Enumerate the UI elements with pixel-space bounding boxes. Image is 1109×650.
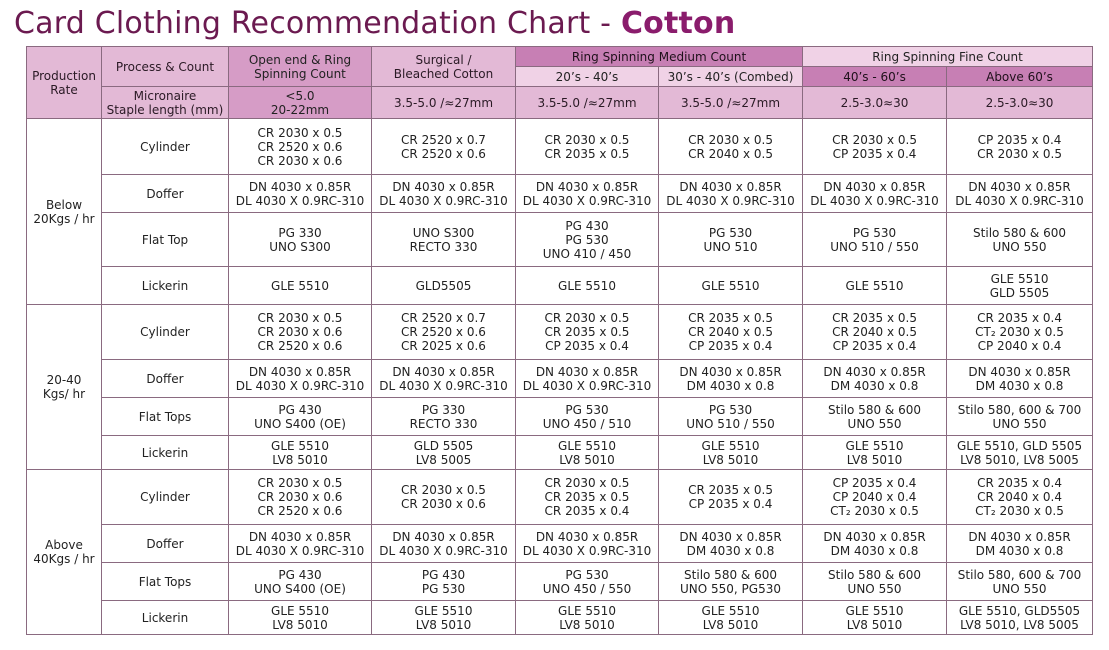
- table-row: [27, 305, 1093, 360]
- micronaire-value-fine-40-60: 2.5-3.0≈30: [803, 87, 947, 119]
- recommendation-cell: [659, 175, 803, 213]
- recommendation-cell: [659, 305, 803, 360]
- recommendation-line: GLE 5510: [701, 438, 760, 453]
- recommendation-line: DN 4030 x 0.85R: [679, 529, 782, 544]
- recommendation-line: GLE 5510: [701, 603, 760, 618]
- recommendation-cell: [516, 601, 659, 635]
- recommendation-line: PG 430: [278, 567, 322, 582]
- header-medium-20-40: 20’s - 40’s: [516, 67, 659, 87]
- recommendation-line: GLE 5510: [271, 603, 329, 618]
- recommendation-line: RECTO 330: [409, 416, 478, 431]
- recommendation-cell: [516, 305, 659, 360]
- recommendation-line: UNO S300: [412, 225, 475, 240]
- recommendation-line: PG 530: [852, 225, 897, 240]
- recommendation-line: UNO S400 (OE): [254, 581, 346, 596]
- recommendation-line: Stilo 580 & 600: [828, 402, 921, 417]
- recommendation-line: PG 530: [565, 232, 609, 247]
- recommendation-line: CR 2030 x 0.5: [401, 483, 486, 497]
- recommendation-line: LV8 5010: [559, 452, 615, 467]
- recommendation-cell: [803, 525, 947, 563]
- recommendation-line: DL 4030 X 0.9RC-310: [379, 543, 508, 558]
- recommendation-line: GLE 5510: [701, 278, 760, 293]
- recommendation-cell: [229, 360, 372, 398]
- recommendation-cell: [372, 525, 516, 563]
- recommendation-line: CT₂ 2030 x 0.5: [975, 325, 1064, 339]
- recommendation-line: Stilo 580 & 600: [973, 225, 1066, 240]
- recommendation-line: Stilo 580, 600 & 700: [957, 402, 1082, 417]
- recommendation-line: GLE 5510, GLD 5505: [956, 438, 1083, 453]
- recommendation-cell: [947, 267, 1093, 305]
- recommendation-line: UNO 450 / 550: [542, 581, 632, 596]
- process-label: Cylinder: [102, 470, 229, 525]
- table-row: [27, 601, 1093, 635]
- production-rate-cell: 20-40 Kgs/ hr: [27, 305, 102, 470]
- recommendation-line: CR 2035 x 0.5: [832, 311, 917, 325]
- recommendation-cell: [229, 470, 372, 525]
- recommendation-cell: [803, 398, 947, 436]
- recommendation-cell: [803, 470, 947, 525]
- recommendation-cell: [372, 436, 516, 470]
- table-row: [27, 398, 1093, 436]
- recommendation-line: DM 4030 x 0.8: [830, 378, 919, 393]
- recommendation-line: UNO 550, PG530: [680, 581, 781, 596]
- recommendation-line: LV8 5010: [846, 617, 903, 632]
- recommendation-line: DL 4030 X 0.9RC-310: [379, 193, 508, 208]
- recommendation-line: GLE 5510: [845, 438, 904, 453]
- recommendation-line: DN 4030 x 0.85R: [535, 364, 639, 379]
- recommendation-line: GLE 5510, GLD5505: [958, 603, 1081, 618]
- recommendation-line: CR 2035 x 0.4: [977, 311, 1062, 325]
- recommendation-line: CR 2030 x 0.6: [401, 497, 486, 511]
- recommendation-line: LV8 5010: [415, 617, 472, 632]
- recommendation-line: UNO 510: [703, 239, 758, 254]
- recommendation-line: CP 2040 x 0.4: [977, 339, 1062, 353]
- process-label: Cylinder: [102, 305, 229, 360]
- process-label: Doffer: [102, 175, 229, 213]
- recommendation-line: UNO 550: [992, 239, 1047, 254]
- recommendation-cell: [659, 563, 803, 601]
- recommendation-line: DN 4030 x 0.85R: [535, 179, 639, 194]
- recommendation-cell: [372, 398, 516, 436]
- process-label: Flat Tops: [102, 398, 229, 436]
- recommendation-line: DL 4030 X 0.9RC-310: [955, 193, 1084, 208]
- recommendation-line: CP 2035 x 0.4: [977, 132, 1062, 147]
- recommendation-cell: [229, 563, 372, 601]
- recommendation-cell: [516, 525, 659, 563]
- recommendation-line: DN 4030 x 0.85R: [535, 529, 639, 544]
- process-label: Cylinder: [102, 119, 229, 175]
- recommendation-cell: [659, 398, 803, 436]
- recommendation-cell: [516, 470, 659, 525]
- recommendation-cell: [659, 360, 803, 398]
- recommendation-line: GLE 5510: [414, 603, 473, 618]
- table-row: [27, 175, 1093, 213]
- recommendation-line: GLE 5510: [558, 278, 616, 293]
- recommendation-line: CR 2035 x 0.4: [977, 476, 1062, 490]
- table-row: [27, 525, 1093, 563]
- recommendation-cell: [803, 267, 947, 305]
- recommendation-line: GLE 5510: [845, 278, 904, 293]
- recommendation-line: CR 2040 x 0.4: [977, 490, 1062, 504]
- recommendation-cell: [229, 267, 372, 305]
- header-process-count: Process & Count: [102, 47, 229, 87]
- recommendation-line: UNO 550: [992, 416, 1047, 431]
- recommendation-line: DN 4030 x 0.85R: [679, 364, 782, 379]
- title-accent: Cotton: [620, 6, 736, 41]
- recommendation-line: PG 430: [421, 567, 466, 582]
- recommendation-line: UNO S300: [269, 239, 331, 254]
- recommendation-line: LV8 5010: [702, 617, 759, 632]
- table-row: [27, 267, 1093, 305]
- recommendation-cell: [516, 267, 659, 305]
- recommendation-cell: [803, 360, 947, 398]
- recommendation-cell: [803, 563, 947, 601]
- recommendation-cell: [947, 601, 1093, 635]
- recommendation-line: DN 4030 x 0.85R: [248, 529, 352, 544]
- process-label: Doffer: [102, 360, 229, 398]
- recommendation-line: DL 4030 X 0.9RC-310: [235, 378, 365, 393]
- recommendation-line: CR 2030 x 0.5: [257, 125, 343, 140]
- recommendation-line: LV8 5010: [559, 617, 615, 632]
- recommendation-cell: [947, 119, 1093, 175]
- recommendation-cell: [229, 213, 372, 267]
- recommendation-line: LV8 5010: [272, 617, 328, 632]
- recommendation-cell: [803, 213, 947, 267]
- recommendation-line: CR 2035 x 0.5: [544, 490, 630, 504]
- micronaire-value-medium-30-40: 3.5-5.0 /≈27mm: [659, 87, 803, 119]
- recommendation-line: DN 4030 x 0.85R: [392, 364, 495, 379]
- recommendation-line: CR 2035 x 0.5: [544, 146, 630, 161]
- recommendation-cell: [947, 470, 1093, 525]
- recommendation-line: CT₂ 2030 x 0.5: [830, 504, 919, 518]
- recommendation-cell: [372, 305, 516, 360]
- recommendation-cell: [803, 305, 947, 360]
- table-row: [27, 563, 1093, 601]
- recommendation-line: CR 2520 x 0.7: [401, 132, 486, 147]
- recommendation-line: LV8 5010, LV8 5005: [960, 617, 1079, 632]
- recommendation-line: LV8 5010: [846, 452, 903, 467]
- recommendation-line: CR 2030 x 0.6: [257, 153, 343, 168]
- recommendation-line: CP 2035 x 0.4: [545, 339, 629, 353]
- recommendation-line: CP 2040 x 0.4: [832, 490, 917, 504]
- recommendation-cell: [372, 267, 516, 305]
- recommendation-cell: [803, 436, 947, 470]
- recommendation-cell: [372, 213, 516, 267]
- header-fine-above-60: Above 60’s: [947, 67, 1093, 87]
- recommendation-line: Stilo 580 & 600: [684, 567, 777, 582]
- recommendation-line: CP 2035 x 0.4: [832, 339, 917, 353]
- recommendation-line: CR 2520 x 0.6: [401, 146, 486, 161]
- recommendation-line: PG 530: [708, 225, 753, 240]
- recommendation-line: DN 4030 x 0.85R: [968, 529, 1071, 544]
- recommendation-cell: [229, 601, 372, 635]
- recommendation-cell: [516, 213, 659, 267]
- recommendation-cell: [372, 601, 516, 635]
- production-rate-cell: Above 40Kgs / hr: [27, 470, 102, 635]
- recommendation-line: GLD 5505: [413, 438, 474, 453]
- recommendation-line: DM 4030 x 0.8: [975, 378, 1064, 393]
- production-rate-cell: Below 20Kgs / hr: [27, 119, 102, 305]
- recommendation-line: PG 530: [565, 567, 609, 582]
- recommendation-cell: [947, 305, 1093, 360]
- recommendation-line: CR 2520 x 0.6: [257, 504, 343, 518]
- recommendation-line: PG 430: [565, 218, 609, 233]
- recommendation-line: UNO 550: [847, 416, 902, 431]
- header-medium-30-40-combed: 30’s - 40’s (Combed): [659, 67, 803, 87]
- recommendation-line: CR 2035 x 0.5: [544, 325, 630, 339]
- recommendation-cell: [372, 470, 516, 525]
- header-fine-40-60: 40’s - 60’s: [803, 67, 947, 87]
- table-row: [27, 470, 1093, 525]
- recommendation-line: CR 2520 x 0.7: [401, 311, 486, 325]
- recommendation-line: DM 4030 x 0.8: [830, 543, 919, 558]
- recommendation-line: PG 330: [421, 402, 466, 417]
- recommendation-line: Stilo 580 & 600: [828, 567, 921, 582]
- recommendation-line: GLE 5510: [845, 603, 904, 618]
- recommendation-line: PG 330: [278, 225, 322, 240]
- header-ring-medium: Ring Spinning Medium Count: [516, 47, 803, 67]
- recommendation-line: CR 2035 x 0.5: [688, 483, 773, 497]
- recommendation-line: DN 4030 x 0.85R: [968, 179, 1071, 194]
- micronaire-value-fine-above-60: 2.5-3.0≈30: [947, 87, 1093, 119]
- recommendation-cell: [803, 175, 947, 213]
- recommendation-cell: [229, 525, 372, 563]
- header-micronaire: Micronaire Staple length (mm): [102, 87, 229, 119]
- recommendation-line: DN 4030 x 0.85R: [823, 179, 926, 194]
- process-label: Doffer: [102, 525, 229, 563]
- table-row: [27, 360, 1093, 398]
- recommendation-line: CP 2035 x 0.4: [688, 339, 773, 353]
- table-body: [27, 47, 1093, 635]
- recommendation-cell: [516, 360, 659, 398]
- recommendation-line: UNO 510 / 550: [830, 239, 919, 254]
- recommendation-cell: [947, 398, 1093, 436]
- table-row: [27, 213, 1093, 267]
- recommendation-cell: [947, 213, 1093, 267]
- recommendation-line: DM 4030 x 0.8: [686, 378, 775, 393]
- recommendation-line: UNO 510 / 550: [686, 416, 775, 431]
- recommendation-line: GLE 5510: [990, 271, 1049, 286]
- title-main: Card Clothing Recommendation Chart -: [14, 6, 621, 41]
- recommendation-cell: [229, 305, 372, 360]
- recommendation-cell: [516, 119, 659, 175]
- recommendation-cell: [229, 119, 372, 175]
- recommendation-cell: [229, 398, 372, 436]
- recommendation-line: UNO 450 / 510: [542, 416, 632, 431]
- process-label: Flat Tops: [102, 563, 229, 601]
- recommendation-line: CR 2035 x 0.5: [688, 311, 773, 325]
- recommendation-cell: [372, 119, 516, 175]
- recommendation-line: CR 2030 x 0.5: [257, 311, 343, 325]
- recommendation-line: DL 4030 X 0.9RC-310: [810, 193, 939, 208]
- recommendation-line: DN 4030 x 0.85R: [392, 529, 495, 544]
- recommendation-cell: [372, 360, 516, 398]
- recommendation-line: CR 2040 x 0.5: [688, 146, 773, 161]
- recommendation-line: CR 2030 x 0.5: [544, 476, 630, 490]
- recommendation-line: DL 4030 X 0.9RC-310: [666, 193, 795, 208]
- recommendation-line: PG 530: [421, 581, 466, 596]
- recommendation-line: DL 4030 X 0.9RC-310: [235, 543, 365, 558]
- recommendation-line: PG 530: [708, 402, 753, 417]
- recommendation-cell: [372, 563, 516, 601]
- micronaire-value-open-end: <5.0 20-22mm: [229, 87, 372, 119]
- recommendation-line: DL 4030 X 0.9RC-310: [522, 378, 652, 393]
- recommendation-cell: [229, 436, 372, 470]
- recommendation-line: DL 4030 X 0.9RC-310: [522, 193, 652, 208]
- recommendation-cell: [516, 436, 659, 470]
- header-surgical: Surgical / Bleached Cotton: [372, 47, 516, 87]
- recommendation-table: [26, 46, 1093, 635]
- recommendation-line: UNO S400 (OE): [254, 416, 346, 431]
- process-label: Flat Top: [102, 213, 229, 267]
- recommendation-cell: [516, 398, 659, 436]
- recommendation-line: PG 530: [565, 402, 609, 417]
- recommendation-line: UNO 410 / 450: [542, 246, 632, 261]
- recommendation-line: UNO 550: [992, 581, 1047, 596]
- recommendation-cell: [947, 175, 1093, 213]
- recommendation-line: CR 2035 x 0.4: [544, 504, 630, 518]
- recommendation-line: DN 4030 x 0.85R: [968, 364, 1071, 379]
- recommendation-line: GLE 5510: [271, 438, 329, 453]
- recommendation-line: RECTO 330: [409, 239, 478, 254]
- header-production-rate: Production Rate: [27, 47, 102, 119]
- recommendation-line: CT₂ 2030 x 0.5: [975, 504, 1064, 518]
- recommendation-cell: [372, 175, 516, 213]
- recommendation-cell: [659, 119, 803, 175]
- recommendation-cell: [803, 601, 947, 635]
- recommendation-line: CR 2040 x 0.5: [688, 325, 773, 339]
- recommendation-cell: [659, 436, 803, 470]
- recommendation-line: DM 4030 x 0.8: [975, 543, 1064, 558]
- recommendation-line: CR 2030 x 0.6: [257, 490, 343, 504]
- recommendation-line: CR 2030 x 0.5: [544, 311, 630, 325]
- process-label: Lickerin: [102, 436, 229, 470]
- recommendation-line: CR 2030 x 0.5: [257, 476, 343, 490]
- recommendation-line: DL 4030 X 0.9RC-310: [235, 193, 365, 208]
- recommendation-cell: [947, 436, 1093, 470]
- micronaire-value-medium-20-40: 3.5-5.0 /≈27mm: [516, 87, 659, 119]
- recommendation-line: CP 2035 x 0.4: [688, 497, 773, 511]
- recommendation-cell: [803, 119, 947, 175]
- recommendation-line: DN 4030 x 0.85R: [679, 179, 782, 194]
- process-label: Lickerin: [102, 601, 229, 635]
- recommendation-line: CR 2040 x 0.5: [832, 325, 917, 339]
- recommendation-line: GLE 5510: [558, 603, 616, 618]
- recommendation-line: UNO 550: [847, 581, 902, 596]
- recommendation-line: LV8 5010, LV8 5005: [960, 452, 1079, 467]
- recommendation-line: CP 2035 x 0.4: [832, 476, 917, 490]
- recommendation-cell: [516, 563, 659, 601]
- recommendation-line: GLD5505: [415, 278, 472, 293]
- recommendation-cell: [659, 267, 803, 305]
- recommendation-cell: [659, 601, 803, 635]
- recommendation-line: CR 2030 x 0.6: [257, 325, 343, 339]
- recommendation-line: PG 430: [278, 402, 322, 417]
- header-ring-fine: Ring Spinning Fine Count: [803, 47, 1093, 67]
- recommendation-line: CR 2520 x 0.6: [257, 339, 343, 353]
- recommendation-line: Stilo 580, 600 & 700: [957, 567, 1082, 582]
- recommendation-cell: [947, 563, 1093, 601]
- recommendation-line: DN 4030 x 0.85R: [823, 364, 926, 379]
- recommendation-line: LV8 5010: [272, 452, 328, 467]
- recommendation-cell: [947, 360, 1093, 398]
- recommendation-line: DN 4030 x 0.85R: [823, 529, 926, 544]
- recommendation-line: LV8 5010: [702, 452, 759, 467]
- recommendation-line: DM 4030 x 0.8: [686, 543, 775, 558]
- recommendation-line: GLE 5510: [558, 438, 616, 453]
- recommendation-line: DN 4030 x 0.85R: [248, 364, 352, 379]
- header-open-end: Open end & Ring Spinning Count: [229, 47, 372, 87]
- recommendation-cell: [659, 525, 803, 563]
- table-row: [27, 119, 1093, 175]
- recommendation-line: CR 2030 x 0.5: [544, 132, 630, 147]
- recommendation-line: CR 2030 x 0.5: [832, 132, 917, 147]
- recommendation-line: GLD 5505: [989, 285, 1050, 300]
- table-row: [27, 436, 1093, 470]
- micronaire-value-surgical: 3.5-5.0 /≈27mm: [372, 87, 516, 119]
- recommendation-cell: [947, 525, 1093, 563]
- recommendation-line: DN 4030 x 0.85R: [392, 179, 495, 194]
- recommendation-line: DN 4030 x 0.85R: [248, 179, 352, 194]
- recommendation-line: LV8 5005: [415, 452, 472, 467]
- recommendation-line: CR 2030 x 0.5: [688, 132, 773, 147]
- recommendation-line: GLE 5510: [271, 278, 329, 293]
- recommendation-cell: [659, 470, 803, 525]
- process-label: Lickerin: [102, 267, 229, 305]
- recommendation-line: CR 2520 x 0.6: [401, 325, 486, 339]
- recommendation-line: CR 2025 x 0.6: [401, 339, 486, 353]
- recommendation-line: CR 2520 x 0.6: [257, 139, 343, 154]
- recommendation-line: CR 2030 x 0.5: [977, 146, 1062, 161]
- recommendation-cell: [659, 213, 803, 267]
- recommendation-line: DL 4030 X 0.9RC-310: [379, 378, 508, 393]
- recommendation-cell: [229, 175, 372, 213]
- recommendation-line: CP 2035 x 0.4: [832, 146, 917, 161]
- recommendation-cell: [516, 175, 659, 213]
- page-title: [14, 4, 735, 44]
- recommendation-line: DL 4030 X 0.9RC-310: [522, 543, 652, 558]
